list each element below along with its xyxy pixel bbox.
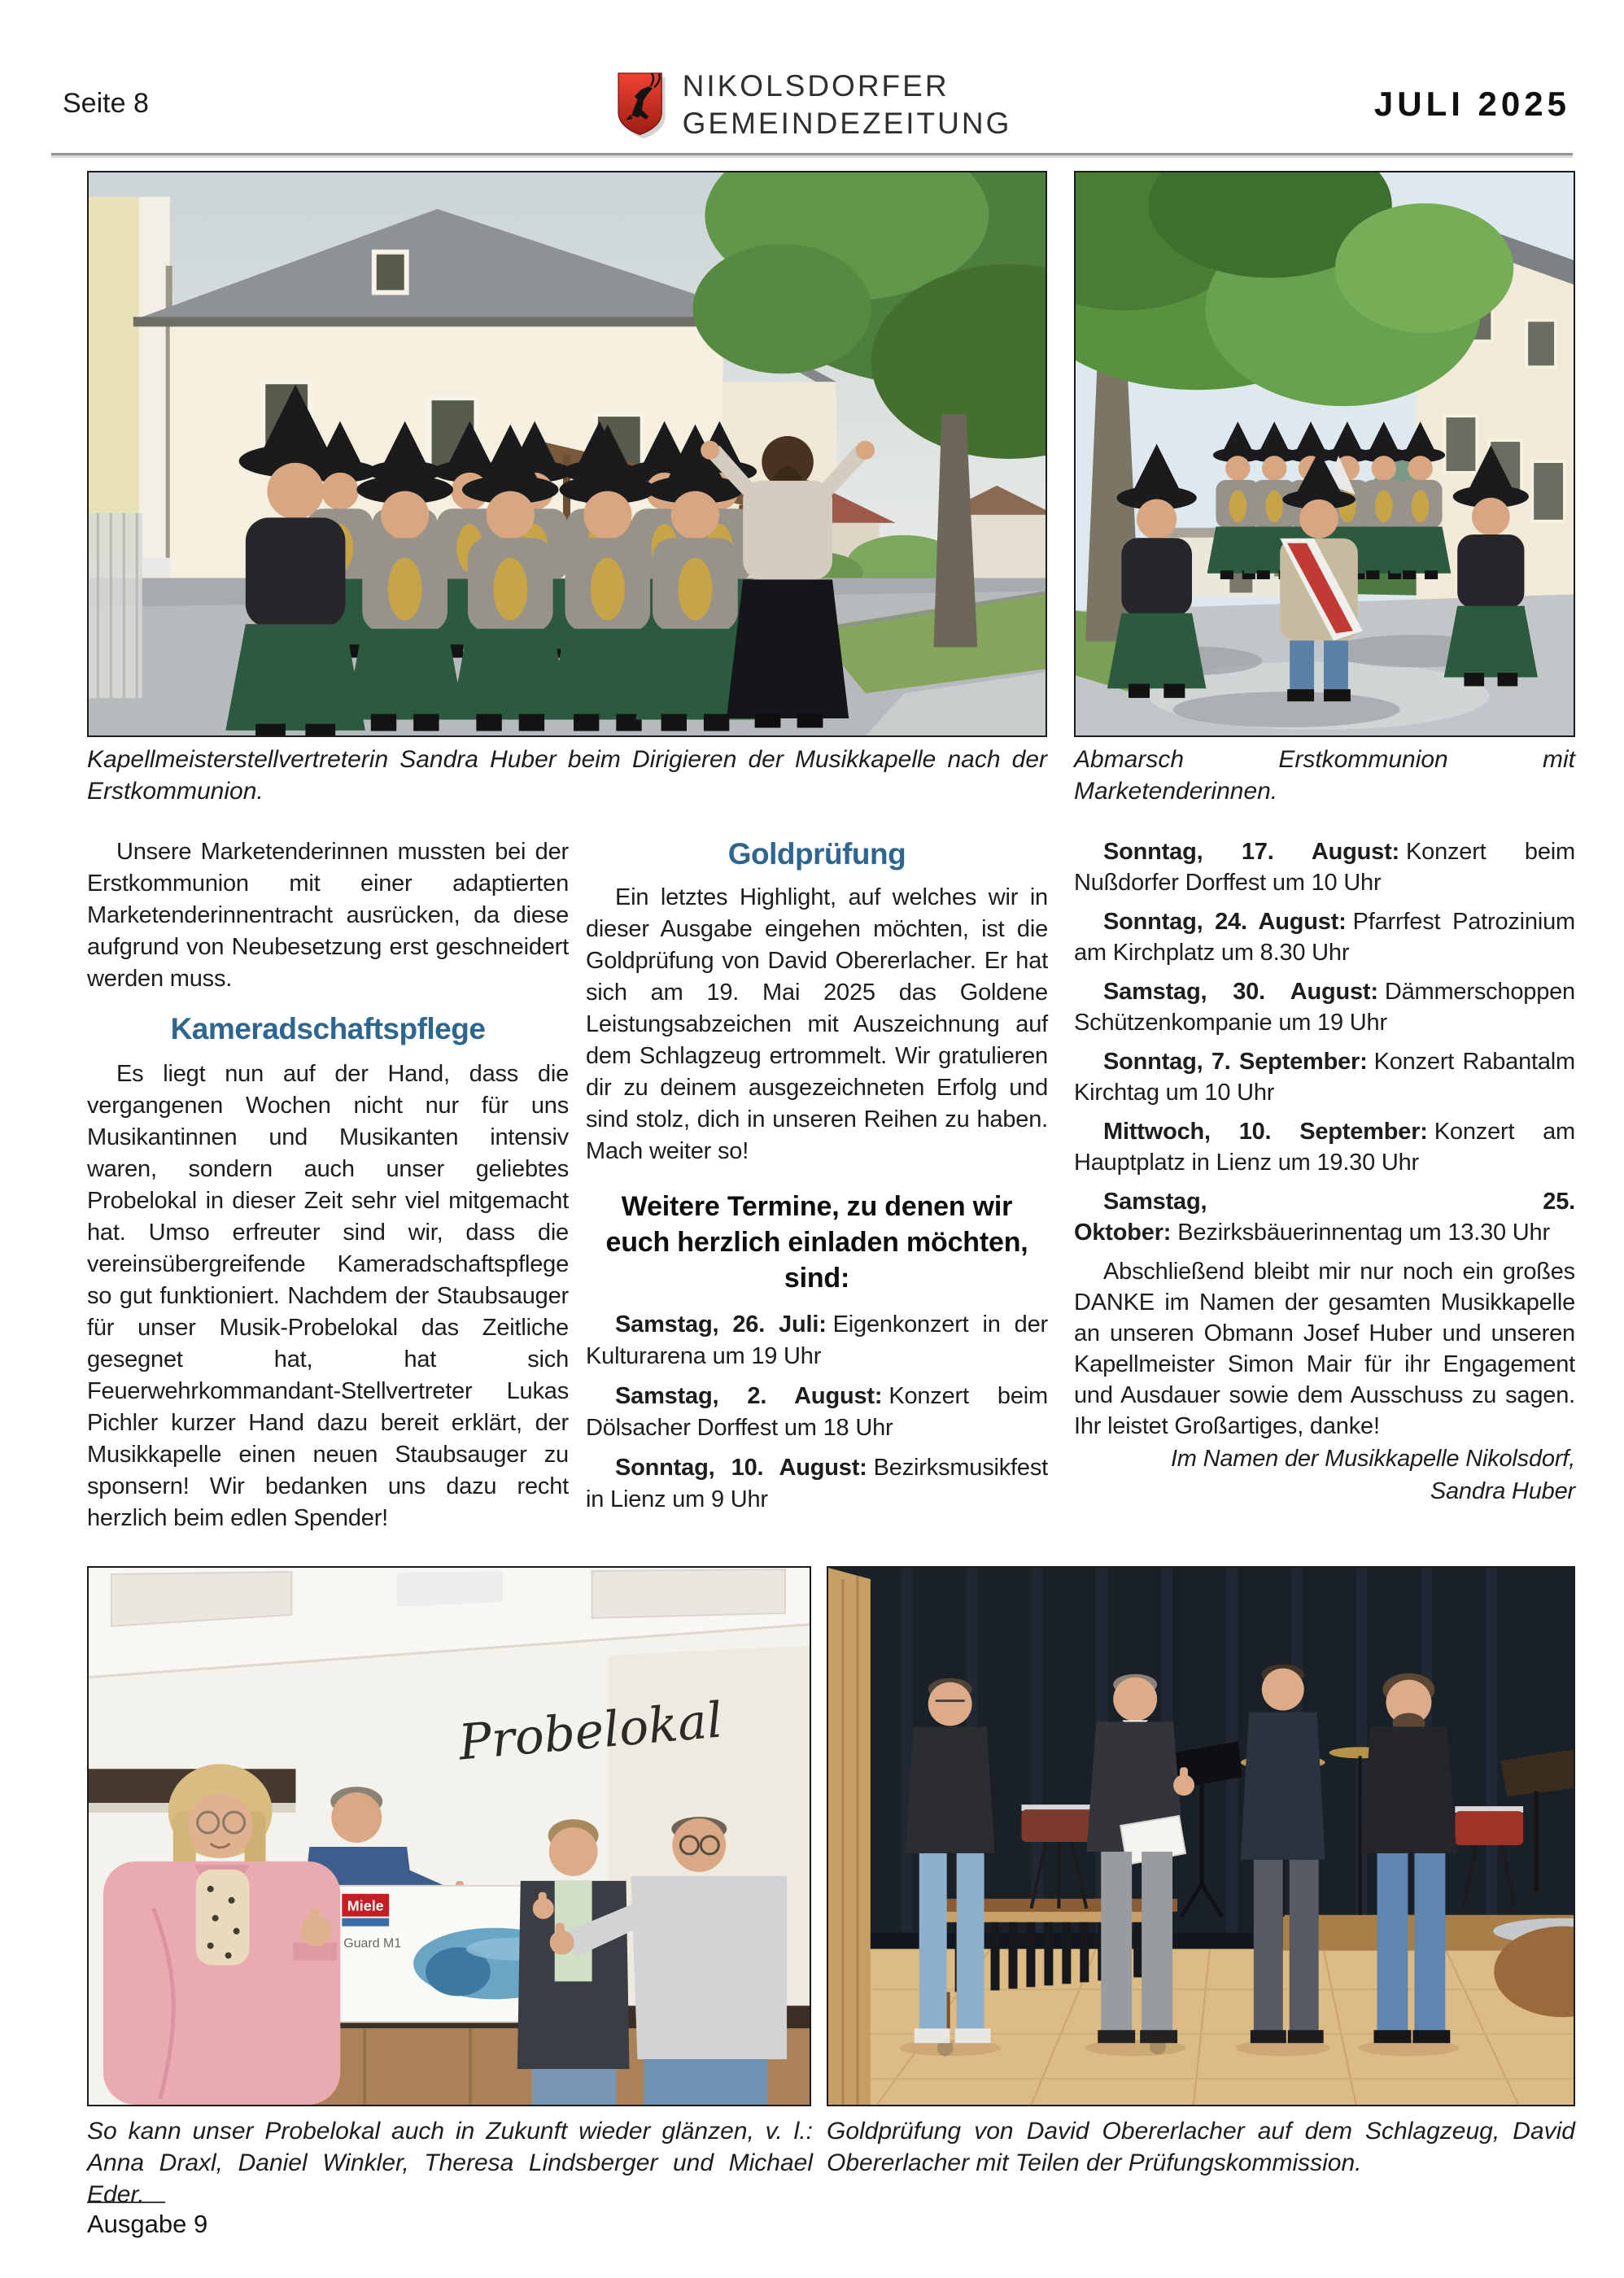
section-heading-kameradschaftspflege: Kameradschaftspflege (170, 1012, 486, 1045)
event-text: Konzert Rabantalm Kirchtag um 10 Uhr (1074, 1049, 1575, 1106)
event-item (586, 1452, 1048, 1516)
event-date: Sonntag, 24. August: (1103, 909, 1347, 935)
event-date: Sonntag, 7. September: (1103, 1049, 1368, 1075)
event-text: Bezirksbäuerinnentag um 13.30 Uhr (1177, 1220, 1550, 1246)
photo-caption-bottom-left: So kann unser Probelokal auch in Zukunft wieder glänzen, v. l.: Anna Draxl, Daniel Winkler, Theresa Lindsberger und Michael Eder. (87, 2118, 813, 2208)
photo-erstkommunion-abmarsch (1074, 171, 1575, 737)
event-text: Pfarrfest Patrozinium am Kirchplatz um 8.30 Uhr (1074, 909, 1575, 966)
goldpruefung-paragraph: Ein letztes Highlight, auf welches wir in dieser Ausgabe eingehen möchten, ist die Goldprüfung von David Obererlacher. Er hat sich am 19. Mai 2025 das Goldene Leistungsabzeichen mit Auszeichnung auf dem Schlagzeug ertrommelt. Wir gratulieren dir zu deinem ausgezeichneten Erfolg und sind stolz, dich in unseren Reihen zu haben. Mach weiter so! (586, 884, 1048, 1164)
event-date: Mittwoch, 10. September: (1103, 1119, 1428, 1145)
event-item (1074, 1116, 1575, 1178)
event-text: Konzert beim Dölsacher Dorffest um 18 Uhr (586, 1383, 1048, 1441)
event-date: Sonntag, 10. August: (615, 1455, 867, 1481)
event-text: Konzert am Hauptplatz in Lienz um 19.30 Uhr (1074, 1119, 1575, 1176)
signoff-line1: Im Namen der Musikkapelle Nikolsdorf, (1170, 1446, 1575, 1472)
page-number: Seite 8 (63, 88, 149, 119)
event-text: Bezirksmusikfest in Lienz um 9 Uhr (586, 1455, 1048, 1512)
event-date: Sonntag, 17. August: (1103, 839, 1399, 865)
issue-date: JULI 2025 (1373, 85, 1570, 123)
photo-caption-top-left: Kapellmeisterstellvertreterin Sandra Huber beim Dirigieren der Musikkapelle nach der Erstkommunion. (87, 746, 1047, 805)
event-date: Samstag, 25. Oktober: (1074, 1189, 1575, 1246)
municipal-crest-icon (613, 67, 668, 143)
article-column-3 (1074, 836, 1575, 1507)
termine-heading: Weitere Termine, zu denen wir euch herzlich einladen möchten, sind: (605, 1191, 1028, 1294)
header-divider (51, 153, 1573, 158)
photo-probelokal-staubsauger (87, 1566, 811, 2106)
event-item (1074, 1186, 1575, 1248)
event-text: Konzert beim Nußdorfer Dorffest um 10 Uhr (1074, 839, 1575, 896)
event-item (1074, 976, 1575, 1038)
article-column-1 (87, 836, 569, 1534)
box-brand-label: Miele (347, 1897, 384, 1914)
closing-paragraph: Abschließend bleibt mir nur noch ein großes DANKE im Namen der gesamten Musikkapelle an unseren Obmann Josef Huber und unseren Kapellmeister Simon Mair für ihr Engagement und Ausdauer sowie dem Ausschuss zu sagen. Ihr leistet Großartiges, danke! (1074, 1259, 1575, 1439)
wall-lettering: Probelokal (456, 1691, 725, 1772)
photo-caption-top-right: Abmarsch Erstkommunion mit Marketenderinnen. (1074, 746, 1575, 805)
photo-caption-bottom-right: Goldprüfung von David Obererlacher auf dem Schlagzeug, David Obererlacher mit Teilen der Prüfungskommission. (827, 2118, 1575, 2176)
masthead-title-line2: GEMEINDEZEITUNG (682, 107, 1012, 140)
construction-fence (89, 513, 142, 698)
event-text: Dämmerschoppen Schützenkompanie um 19 Uhr (1074, 979, 1575, 1036)
masthead-title-line1: NIKOLSDORFER (682, 69, 950, 103)
article-column-2 (586, 836, 1048, 1516)
event-date: Samstag, 26. Juli: (615, 1311, 827, 1338)
event-item (586, 1309, 1048, 1372)
signoff-line2: Sandra Huber (1430, 1478, 1575, 1504)
event-item (1074, 836, 1575, 898)
masthead-title (683, 68, 1012, 142)
wood-panel-wall (828, 1568, 871, 2105)
event-item (1074, 906, 1575, 968)
photo-goldpruefung-buehne (827, 1566, 1575, 2106)
box-model-label: Guard M1 (343, 1936, 402, 1951)
event-item (586, 1381, 1048, 1444)
event-date: Samstag, 30. August: (1103, 979, 1378, 1005)
issue-number: Ausgabe 9 (87, 2210, 208, 2238)
event-item (1074, 1046, 1575, 1108)
masthead (613, 67, 1012, 143)
left-building (89, 197, 172, 558)
intro-paragraph: Unsere Marketenderinnen mussten bei der Erstkommunion mit einer adaptierten Marketenderinnentracht ausrücken, da diese aufgrund von Neubesetzung erst geschneidert werden muss. (87, 839, 569, 992)
event-text: Eigenkonzert in der Kulturarena um 19 Uhr (586, 1311, 1048, 1369)
kameradschaft-paragraph: Es liegt nun auf der Hand, dass die vergangenen Wochen nicht nur für uns Musikantinnen und Musikanten intensiv waren, sondern auch unser geliebtes Probelokal in dieser Zeit sehr viel mitgemacht hat. Umso erfreuter sind wir, dass die vereinsübergreifende Kameradschaftspflege so gut funktioniert. Nachdem der Staubsauger für unser Musik-Probelokal das Zeitliche gesegnet hat, hat sich Feuerwehrkommandant-Stellvertreter Lukas Pichler kurzer Hand dazu bereit erklärt, der Musikkapelle einen neuen Staubsauger zu sponsern! Wir bedanken uns dazu recht herzlich beim edlen Spender! (87, 1061, 569, 1531)
photo-band-conducting (87, 171, 1047, 737)
section-heading-goldpruefung: Goldprüfung (727, 837, 906, 871)
event-date: Samstag, 2. August: (615, 1383, 883, 1409)
